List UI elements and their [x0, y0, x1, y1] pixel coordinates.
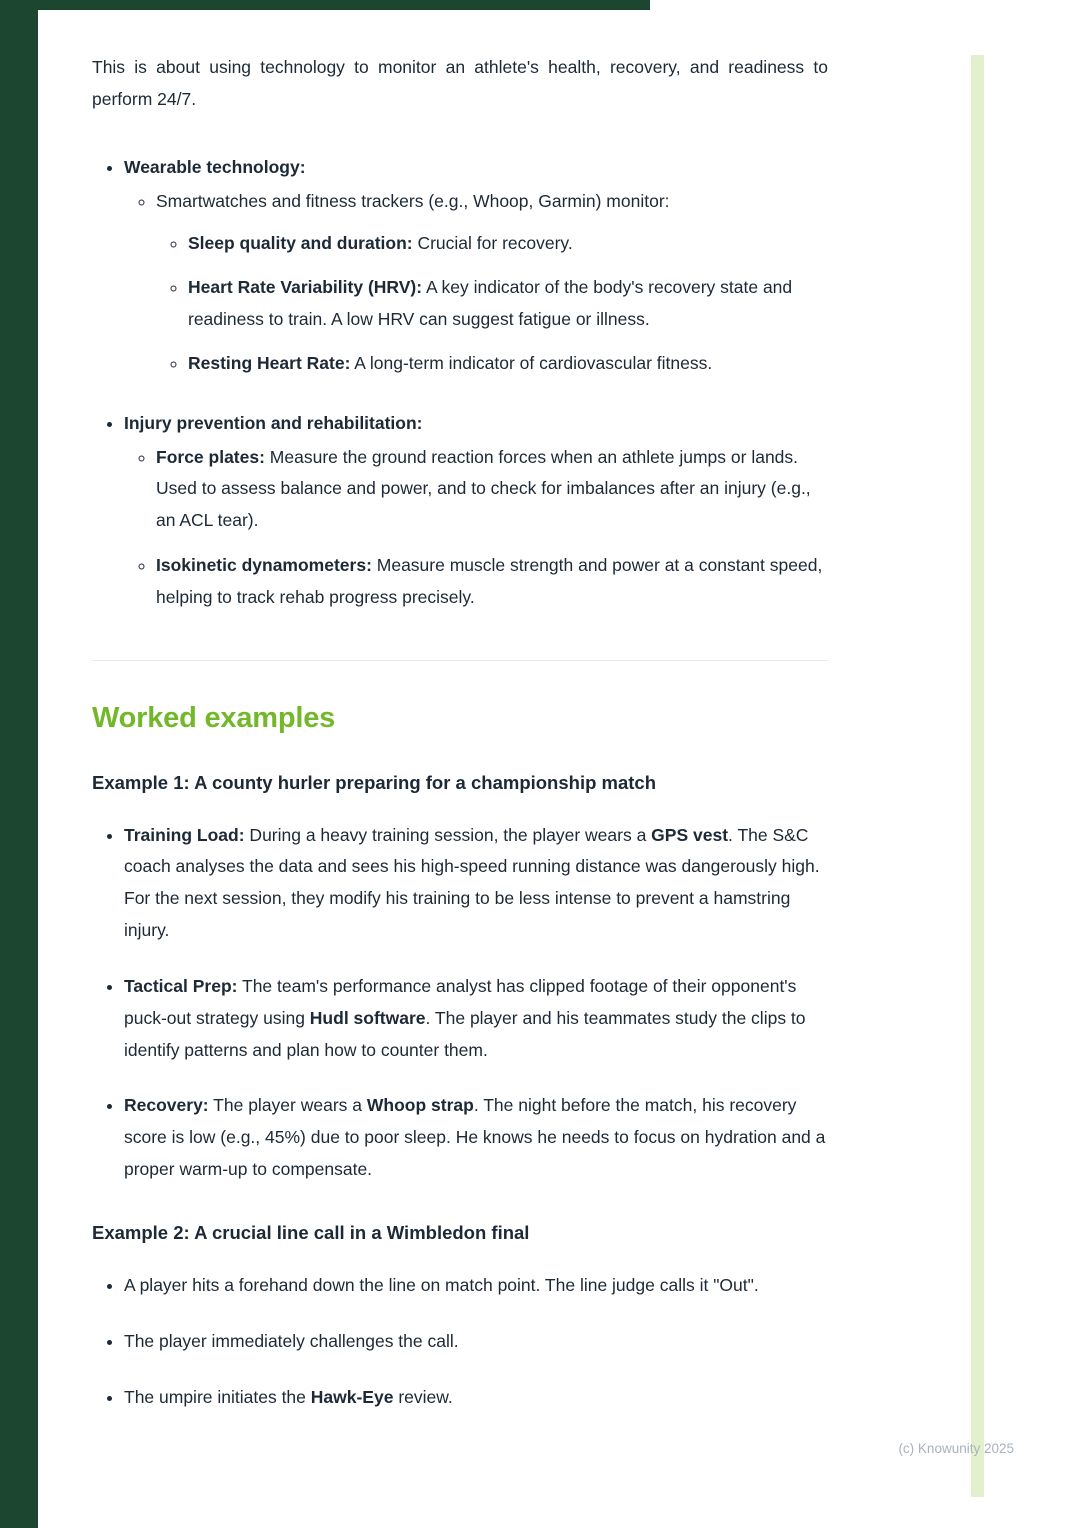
page-content — [92, 52, 828, 1413]
metrics-sublist — [156, 228, 828, 379]
list-item-recovery — [124, 1090, 828, 1186]
list-item-challenge — [124, 1326, 828, 1358]
list-item-text: A player hits a forehand down the line on match point. The line judge calls it "Out". — [124, 1274, 759, 1295]
list-item-hrv — [188, 272, 828, 336]
example-1-list — [92, 820, 828, 1186]
list-item-sleep-quality — [188, 228, 828, 260]
list-item-text: Heart Rate Variability (HRV): A key indicator of the body's recovery state and readiness to train. A low HRV can suggest fatigue or illness. — [188, 277, 793, 330]
list-item-smartwatches — [156, 186, 828, 380]
worked-examples-heading: Worked examples — [92, 701, 336, 734]
example-2-list — [92, 1270, 828, 1414]
list-item-text: Wearable technology: — [124, 156, 306, 177]
list-item-hawk-eye-review — [124, 1382, 828, 1414]
list-item-text: Tactical Prep: The team's performance analyst has clipped footage of their opponent's puck-out strategy using Hudl software. The player and his teammates study the clips to identify patterns and plan how to counter them. — [124, 975, 806, 1060]
example-2-title: Example 2: A crucial line call in a Wimbledon final — [92, 1221, 530, 1243]
list-item-text: Recovery: The player wears a Whoop strap. The night before the match, his recovery score is low (e.g., 45%) due to poor sleep. He knows he needs to focus on hydration and a proper warm-up to compensate. — [124, 1095, 826, 1180]
list-item-text: Smartwatches and fitness trackers (e.g., Whoop, Garmin) monitor: — [156, 190, 670, 211]
top-border-bar — [0, 0, 650, 10]
copyright-footer: (c) Knowunity 2025 — [898, 1441, 1014, 1456]
list-item-text: Injury prevention and rehabilitation: — [124, 412, 423, 433]
wearable-sublist — [124, 186, 828, 380]
list-item-text: Force plates: Measure the ground reaction forces when an athlete jumps or lands. Used to assess balance and power, and to check for imbalances after an injury (e.g., an ACL tear). — [156, 446, 811, 531]
list-item-wearable-technology — [124, 152, 828, 380]
athlete-monitoring-list — [92, 152, 828, 614]
list-item-text: Resting Heart Rate: A long-term indicator of cardiovascular fitness. — [188, 352, 713, 373]
left-border-bar — [0, 0, 38, 1528]
list-item-resting-heart-rate — [188, 348, 828, 380]
list-item-injury-prevention — [124, 408, 828, 614]
list-item-training-load — [124, 820, 828, 947]
injury-sublist — [124, 442, 828, 614]
list-item-text: Isokinetic dynamometers: Measure muscle strength and power at a constant speed, helping to track rehab progress precisely. — [156, 555, 823, 607]
list-item-tactical-prep — [124, 971, 828, 1067]
list-item-isokinetic-dynamometers — [156, 550, 828, 614]
list-item-text: Sleep quality and duration: Crucial for recovery. — [188, 233, 573, 254]
list-item-line-call — [124, 1270, 828, 1302]
right-accent-bar — [971, 55, 984, 1497]
list-item-text: Training Load: During a heavy training session, the player wears a GPS vest. The S&C coach analyses the data and sees his high-speed running distance was dangerously high. For the next session, they modify his training to be less intense to prevent a hamstring injury. — [124, 824, 820, 941]
intro-paragraph: This is about using technology to monitor an athlete's health, recovery, and readiness to perform 24/7. — [92, 57, 828, 109]
list-item-force-plates — [156, 442, 828, 538]
section-divider — [92, 660, 828, 661]
example-1-title: Example 1: A county hurler preparing for a championship match — [92, 771, 657, 793]
list-item-text: The umpire initiates the Hawk-Eye review. — [124, 1386, 453, 1407]
list-item-text: The player immediately challenges the call. — [124, 1330, 459, 1351]
